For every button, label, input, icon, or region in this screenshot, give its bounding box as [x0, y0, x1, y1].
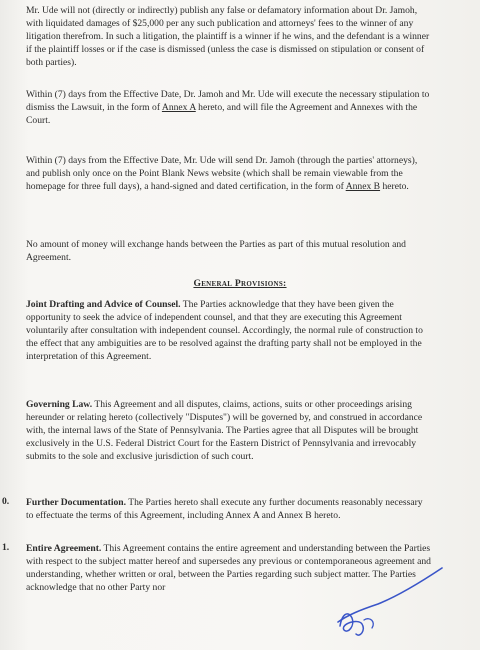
- paragraph-certification-text-start: Within (7) days from the Effective Date, Mr. Ude will send Dr. Jamoh (through the parties' attorneys), and publish only once on the Point Blank News website (which shall be remain viewable from the homepage for three full days), a hand-signed and dated certification, in the form of: [26, 155, 418, 192]
- paragraph-stipulation: [26, 88, 431, 127]
- section-further-documentation: [26, 496, 431, 522]
- paragraph-stipulation-text-start: Within (7) days from the Effective Date, Dr. Jamoh and Mr. Ude will execute the necessary stipulation to dismiss the Lawsuit, in the form of: [26, 89, 430, 113]
- annex-a-reference: Annex A: [161, 102, 196, 113]
- paragraph-stipulation-text-end: hereto, and will file the Agreement and Annexes with the Court.: [26, 102, 418, 126]
- paragraph-no-money: No amount of money will exchange hands between the Parties as part of this mutual resolution and Agreement.: [26, 239, 406, 263]
- annex-b-reference: Annex B: [345, 181, 381, 192]
- section-governing-law-title: Governing Law.: [26, 399, 93, 410]
- section-heading-text: General Provisions:: [193, 278, 287, 289]
- section-further-documentation-title: Further Documentation.: [26, 497, 127, 508]
- paragraph-certification: [26, 154, 431, 193]
- section-joint-drafting-body: The Parties acknowledge that they have been given the opportunity to seek the advice of independent counsel, and that they are executing this Agreement voluntarily after consultation with independent counsel. Accordingly, the normal rule of construction to the effect that any ambiguities are to be resolved against the drafting party shall not be employed in the interpretation of this Agreement.: [26, 299, 423, 362]
- section-entire-agreement-body: This Agreement contains the entire agreement and understanding between the Parties with respect to the subject matter hereof and supersedes any previous or contemporaneous agreement and understanding, whether written or oral, between the Parties regarding such subject matter. The Parties acknowledge that no other Party nor: [26, 543, 431, 593]
- section-governing-law-body: This Agreement and all disputes, claims, actions, suits or other proceedings arising hereunder or relating hereto (collectively "Disputes") will be governed by, and construed in accordance with, the internal laws of the State of Pennsylvania. The Parties agree that all Disputes will be brought exclusively in the U.S. Federal District Court for the Eastern District of Pennsylvania and irrevocably submits to the sole and exclusive jurisdiction of such court.: [26, 399, 423, 462]
- section-number-entire: 1.: [2, 542, 10, 553]
- section-heading: [0, 278, 480, 289]
- section-number-further: 0.: [2, 496, 10, 507]
- section-further-documentation-body: The Parties hereto shall execute any further documents reasonably necessary to effectuate the terms of this Agreement, including Annex A and Annex B hereto.: [26, 497, 423, 521]
- paragraph-certification-text-end: hereto.: [380, 181, 409, 192]
- section-joint-drafting: [26, 298, 431, 363]
- paragraph-defamation: Mr. Ude will not (directly or indirectly) publish any false or defamatory information about Dr. Jamoh, with liquidated damages of $25,000 per any such publication and attorneys' fees to the winner of any litigation therefrom. In such a litigation, the plaintiff is a winner if he wins, and the defendant is a winner if the plaintiff losses or if the case is dismissed (unless the case is dismissed on stipulation or consent of both parties).: [26, 5, 430, 68]
- section-joint-drafting-title: Joint Drafting and Advice of Counsel.: [26, 299, 181, 310]
- handwritten-signature-icon: [318, 560, 448, 640]
- section-entire-agreement-title: Entire Agreement.: [26, 543, 102, 554]
- section-governing-law: [26, 398, 431, 463]
